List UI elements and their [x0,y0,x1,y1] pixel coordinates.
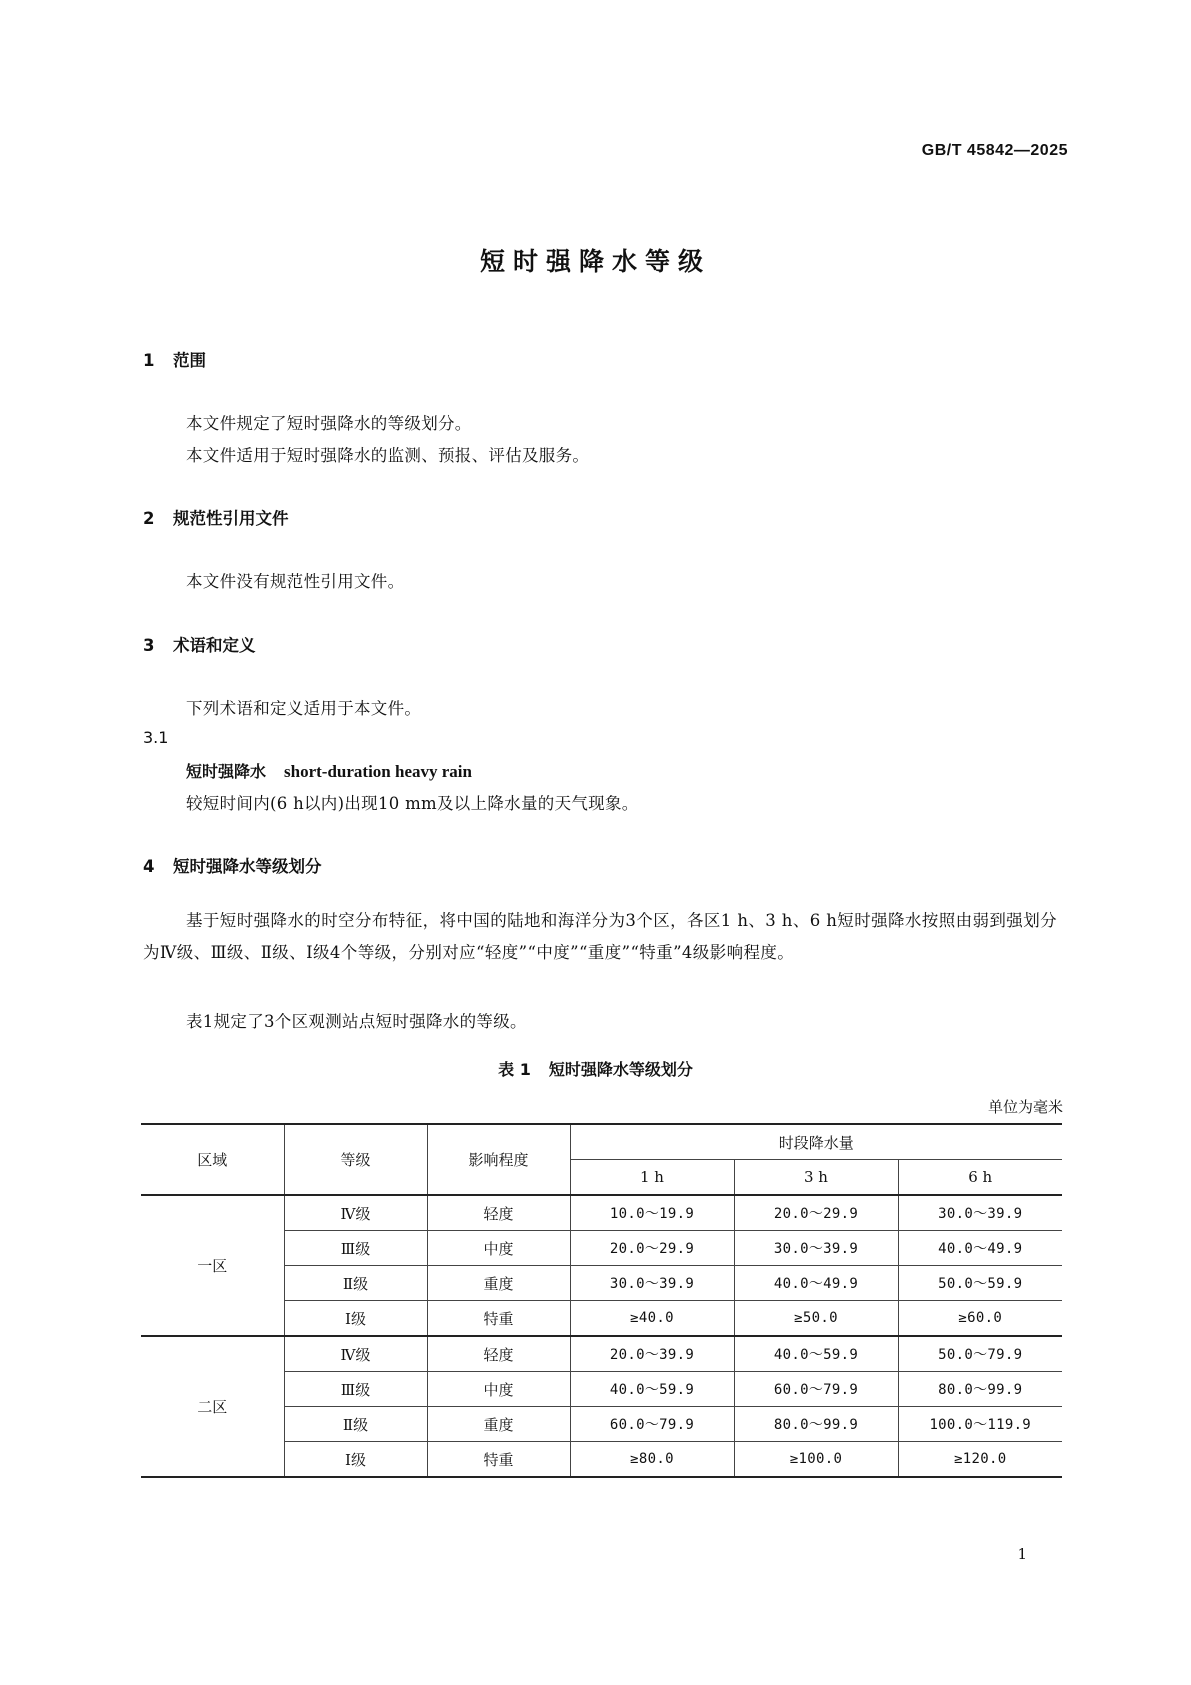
value-6h-cell: 100.0～119.9 [898,1407,1062,1442]
term-heading [186,759,472,782]
section-1-heading [143,347,206,371]
grade-cell: Ⅱ级 [284,1266,427,1301]
value-6h-cell: 40.0～49.9 [898,1231,1062,1266]
header-6h: 6 h [898,1160,1062,1196]
header-1h: 1 h [570,1160,734,1196]
header-period-precip: 时段降水量 [570,1124,1062,1160]
document-title: 短时强降水等级 [479,247,711,276]
value-3h-cell: 40.0～49.9 [734,1266,898,1301]
value-6h-cell: 80.0～99.9 [898,1372,1062,1407]
impact-cell: 重度 [427,1266,570,1301]
grade-cell: Ⅱ级 [284,1407,427,1442]
header-grade: 等级 [284,1124,427,1195]
section-3-intro: 下列术语和定义适用于本文件。 [186,699,422,718]
value-3h-cell: ≥100.0 [734,1442,898,1478]
term-en: short-duration heavy rain [284,762,472,781]
impact-cell: 中度 [427,1372,570,1407]
value-6h-cell: ≥120.0 [898,1442,1062,1478]
header-3h: 3 h [734,1160,898,1196]
page-number: 1 [1017,1545,1027,1563]
value-6h-cell: 50.0～79.9 [898,1336,1062,1372]
value-1h-cell: 40.0～59.9 [570,1372,734,1407]
zone-cell: 二区 [141,1336,284,1477]
grade-cell: Ⅰ级 [284,1301,427,1337]
value-3h-cell: 20.0～29.9 [734,1195,898,1231]
value-6h-cell: 50.0～59.9 [898,1266,1062,1301]
impact-cell: 轻度 [427,1336,570,1372]
section-title: 范围 [173,351,206,370]
value-3h-cell: 30.0～39.9 [734,1231,898,1266]
section-title: 规范性引用文件 [173,509,289,528]
value-3h-cell: 60.0～79.9 [734,1372,898,1407]
value-1h-cell: ≥40.0 [570,1301,734,1337]
table-unit: 单位为毫米 [987,1098,1063,1116]
section-3-heading [143,632,256,656]
grade-cell: Ⅲ级 [284,1372,427,1407]
table-caption-number: 表 1 [498,1060,531,1079]
section-4-heading [143,853,322,877]
standard-number: GB/T 45842—2025 [921,142,1068,159]
table-row [141,1336,1062,1372]
impact-cell: 轻度 [427,1195,570,1231]
section-2-heading [143,505,289,529]
section-4-para-2: 表1规定了3个区观测站点短时强降水的等级。 [186,1012,527,1031]
section-number: 3 [143,636,155,655]
grade-cell: Ⅰ级 [284,1442,427,1478]
section-1-para-1: 本文件规定了短时强降水的等级划分。 [186,414,472,433]
impact-cell: 中度 [427,1231,570,1266]
zone-cell: 一区 [141,1195,284,1336]
section-number: 4 [143,857,155,876]
impact-cell: 重度 [427,1407,570,1442]
value-6h-cell: ≥60.0 [898,1301,1062,1337]
impact-cell: 特重 [427,1301,570,1337]
table-caption [0,1057,1191,1080]
section-title: 短时强降水等级划分 [173,857,322,876]
impact-cell: 特重 [427,1442,570,1478]
value-1h-cell: ≥80.0 [570,1442,734,1478]
section-4-para-1: 基于短时强降水的时空分布特征，将中国的陆地和海洋分为3个区，各区1 h、3 h、6 h短时强降水按照由弱到强划分为Ⅳ级、Ⅲ级、Ⅱ级、Ⅰ级4个等级，分别对应“轻度”“中度”“重度”“特重”4级影响程度。 [143,911,1058,962]
value-3h-cell: 80.0～99.9 [734,1407,898,1442]
term-definition: 较短时间内(6 h以内)出现10 mm及以上降水量的天气现象。 [186,794,639,813]
term-number: 3.1 [143,728,169,747]
section-1-para-2: 本文件适用于短时强降水的监测、预报、评估及服务。 [186,446,590,465]
grade-cell: Ⅳ级 [284,1336,427,1372]
precipitation-grade-table [141,1123,1062,1478]
table-row [141,1195,1062,1231]
value-3h-cell: 40.0～59.9 [734,1336,898,1372]
header-impact: 影响程度 [427,1124,570,1195]
value-1h-cell: 30.0～39.9 [570,1266,734,1301]
value-1h-cell: 20.0～29.9 [570,1231,734,1266]
header-zone: 区域 [141,1124,284,1195]
table-header-row [141,1124,1062,1160]
section-title: 术语和定义 [173,636,256,655]
value-6h-cell: 30.0～39.9 [898,1195,1062,1231]
section-2-para: 本文件没有规范性引用文件。 [186,572,405,591]
value-1h-cell: 10.0～19.9 [570,1195,734,1231]
table-caption-text: 短时强降水等级划分 [548,1060,693,1079]
value-1h-cell: 60.0～79.9 [570,1407,734,1442]
section-number: 2 [143,509,155,528]
value-1h-cell: 20.0～39.9 [570,1336,734,1372]
grade-cell: Ⅲ级 [284,1231,427,1266]
term-zh: 短时强降水 [186,762,267,781]
section-number: 1 [143,351,155,370]
grade-cell: Ⅳ级 [284,1195,427,1231]
value-3h-cell: ≥50.0 [734,1301,898,1337]
